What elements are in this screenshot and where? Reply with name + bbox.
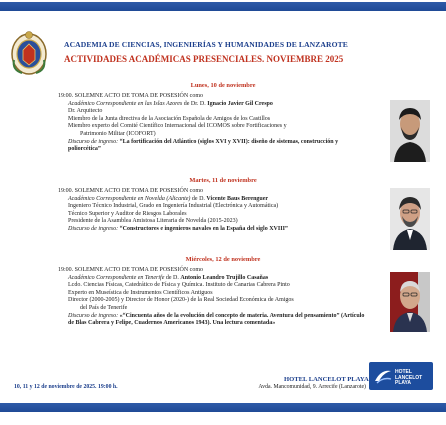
- logo-line: HOTEL: [395, 369, 412, 375]
- hotel-logo: [369, 362, 433, 390]
- event-time-title: 19:00. SOLEMNE ACTO DE TOMA DE POSESIÓN como: [58, 267, 204, 273]
- event-date: Martes, 11 de noviembre: [189, 177, 257, 184]
- event-name-prefix: de D.: [191, 195, 205, 202]
- event-detail: Lcdo. Ciencias Físicas, Catedrático de Física y Química. Instituto de Canarias Cabrera Pinto: [68, 282, 290, 289]
- event-detail: Miembro experto del Comité Científico Internacional del ICOMOS sobre Fortificaciones y: [68, 123, 287, 130]
- speaker-photo-3: [390, 272, 430, 332]
- event-time-title: 19:00. SOLEMNE ACTO DE TOMA DE POSESIÓN como: [58, 93, 204, 99]
- event-detail: Presidente de la Asamblea Amistosa Literaria de Novelda (2015-2023): [68, 218, 238, 225]
- event-name-prefix: de Dr. D.: [183, 100, 206, 107]
- event-name: Vicente Baus Berenguer: [206, 195, 269, 202]
- logo-line: PLAYA: [395, 380, 412, 387]
- event-time-title: 19:00. SOLEMNE ACTO DE TOMA DE POSESIÓN como: [58, 188, 204, 194]
- event-block: [58, 267, 368, 328]
- speech-title: “La fortificación del Atlántico (siglos XVI y XVII): diseño de sistemas, construcción y poliorcética”: [68, 138, 339, 153]
- speaker-photo-1: [390, 100, 430, 162]
- event-detail: Miembro de la Junta directiva de la Asociación Española de Amigos de los Castillos: [68, 115, 271, 122]
- event-date: Miércoles, 12 de noviembre: [185, 256, 261, 263]
- event-role: Académico Correspondiente en Novelda (Alicante): [68, 195, 191, 202]
- event-detail: del País de Tenerife: [80, 304, 128, 311]
- bottom-bar: [0, 403, 446, 412]
- footer-dates: 10, 11 y 12 de noviembre de 2025. 19:00 h.: [14, 384, 118, 390]
- speech-label: Discurso de ingreso:: [68, 138, 119, 145]
- event-name-prefix: de D.: [165, 274, 179, 281]
- page-title: ACTIVIDADES ACADÉMICAS PRESENCIALES. NOVIEMBRE 2025: [64, 54, 344, 64]
- event-detail: Experto en Museística de Instrumentos Científicos Antiguos: [68, 289, 213, 296]
- event-name: Ignacio Javier Gil Crespo: [207, 100, 273, 107]
- hotel-logo-icon: [373, 367, 393, 385]
- event-detail: Ingeniero Técnico Industrial, Grado en Ingeniería Industrial (Electrónica y Automática): [68, 203, 279, 210]
- top-bar: [0, 2, 446, 11]
- event-role: Académico Correspondiente en las Islas Azores: [68, 100, 183, 107]
- speech-label: Discurso de ingreso:: [68, 225, 119, 232]
- logo-line: LANCELOT: [395, 374, 423, 381]
- academy-name: ACADEMIA DE CIENCIAS, INGENIERÍAS Y HUMANIDADES DE LANZAROTE: [64, 40, 348, 49]
- event-detail: Director (2000-2005) y Director de Honor (2020-) de la Real Sociedad Económica de Amigos: [68, 297, 294, 304]
- event-date: Lunes, 10 de noviembre: [190, 82, 256, 89]
- speech-label: Discurso de ingreso:: [68, 312, 119, 319]
- speech-title: “Constructores e ingenieros navales en la España del siglo XVIII”: [119, 225, 288, 232]
- event-detail: Técnico Superior y Auditor de Riesgos Laborales: [68, 210, 187, 217]
- event-block: [58, 93, 368, 154]
- speech-title: «“Cincuenta años de la evolución del concepto de materia. Aventura del pensamiento” (Artículo de Blas Cabrera y Felipe, Cuadernos Americanos 1943). Una lectura comentada»: [68, 312, 365, 327]
- event-detail: Patrimonio Militar (ICOFORT): [80, 130, 156, 137]
- event-name: Antonio Leandro Trujillo Casañas: [180, 274, 269, 281]
- event-role: Académico Correspondiente en Tenerife: [68, 274, 165, 281]
- venue-address: Avda. Mancomunidad, 9. Arrecife (Lanzarote): [258, 384, 366, 390]
- event-block: [58, 188, 368, 234]
- venue-name: HOTEL LANCELOT PLAYA: [284, 376, 369, 383]
- event-detail: Dr. Arquitecto: [68, 108, 103, 115]
- speaker-photo-2: [390, 188, 430, 250]
- academy-crest-icon: [10, 30, 48, 76]
